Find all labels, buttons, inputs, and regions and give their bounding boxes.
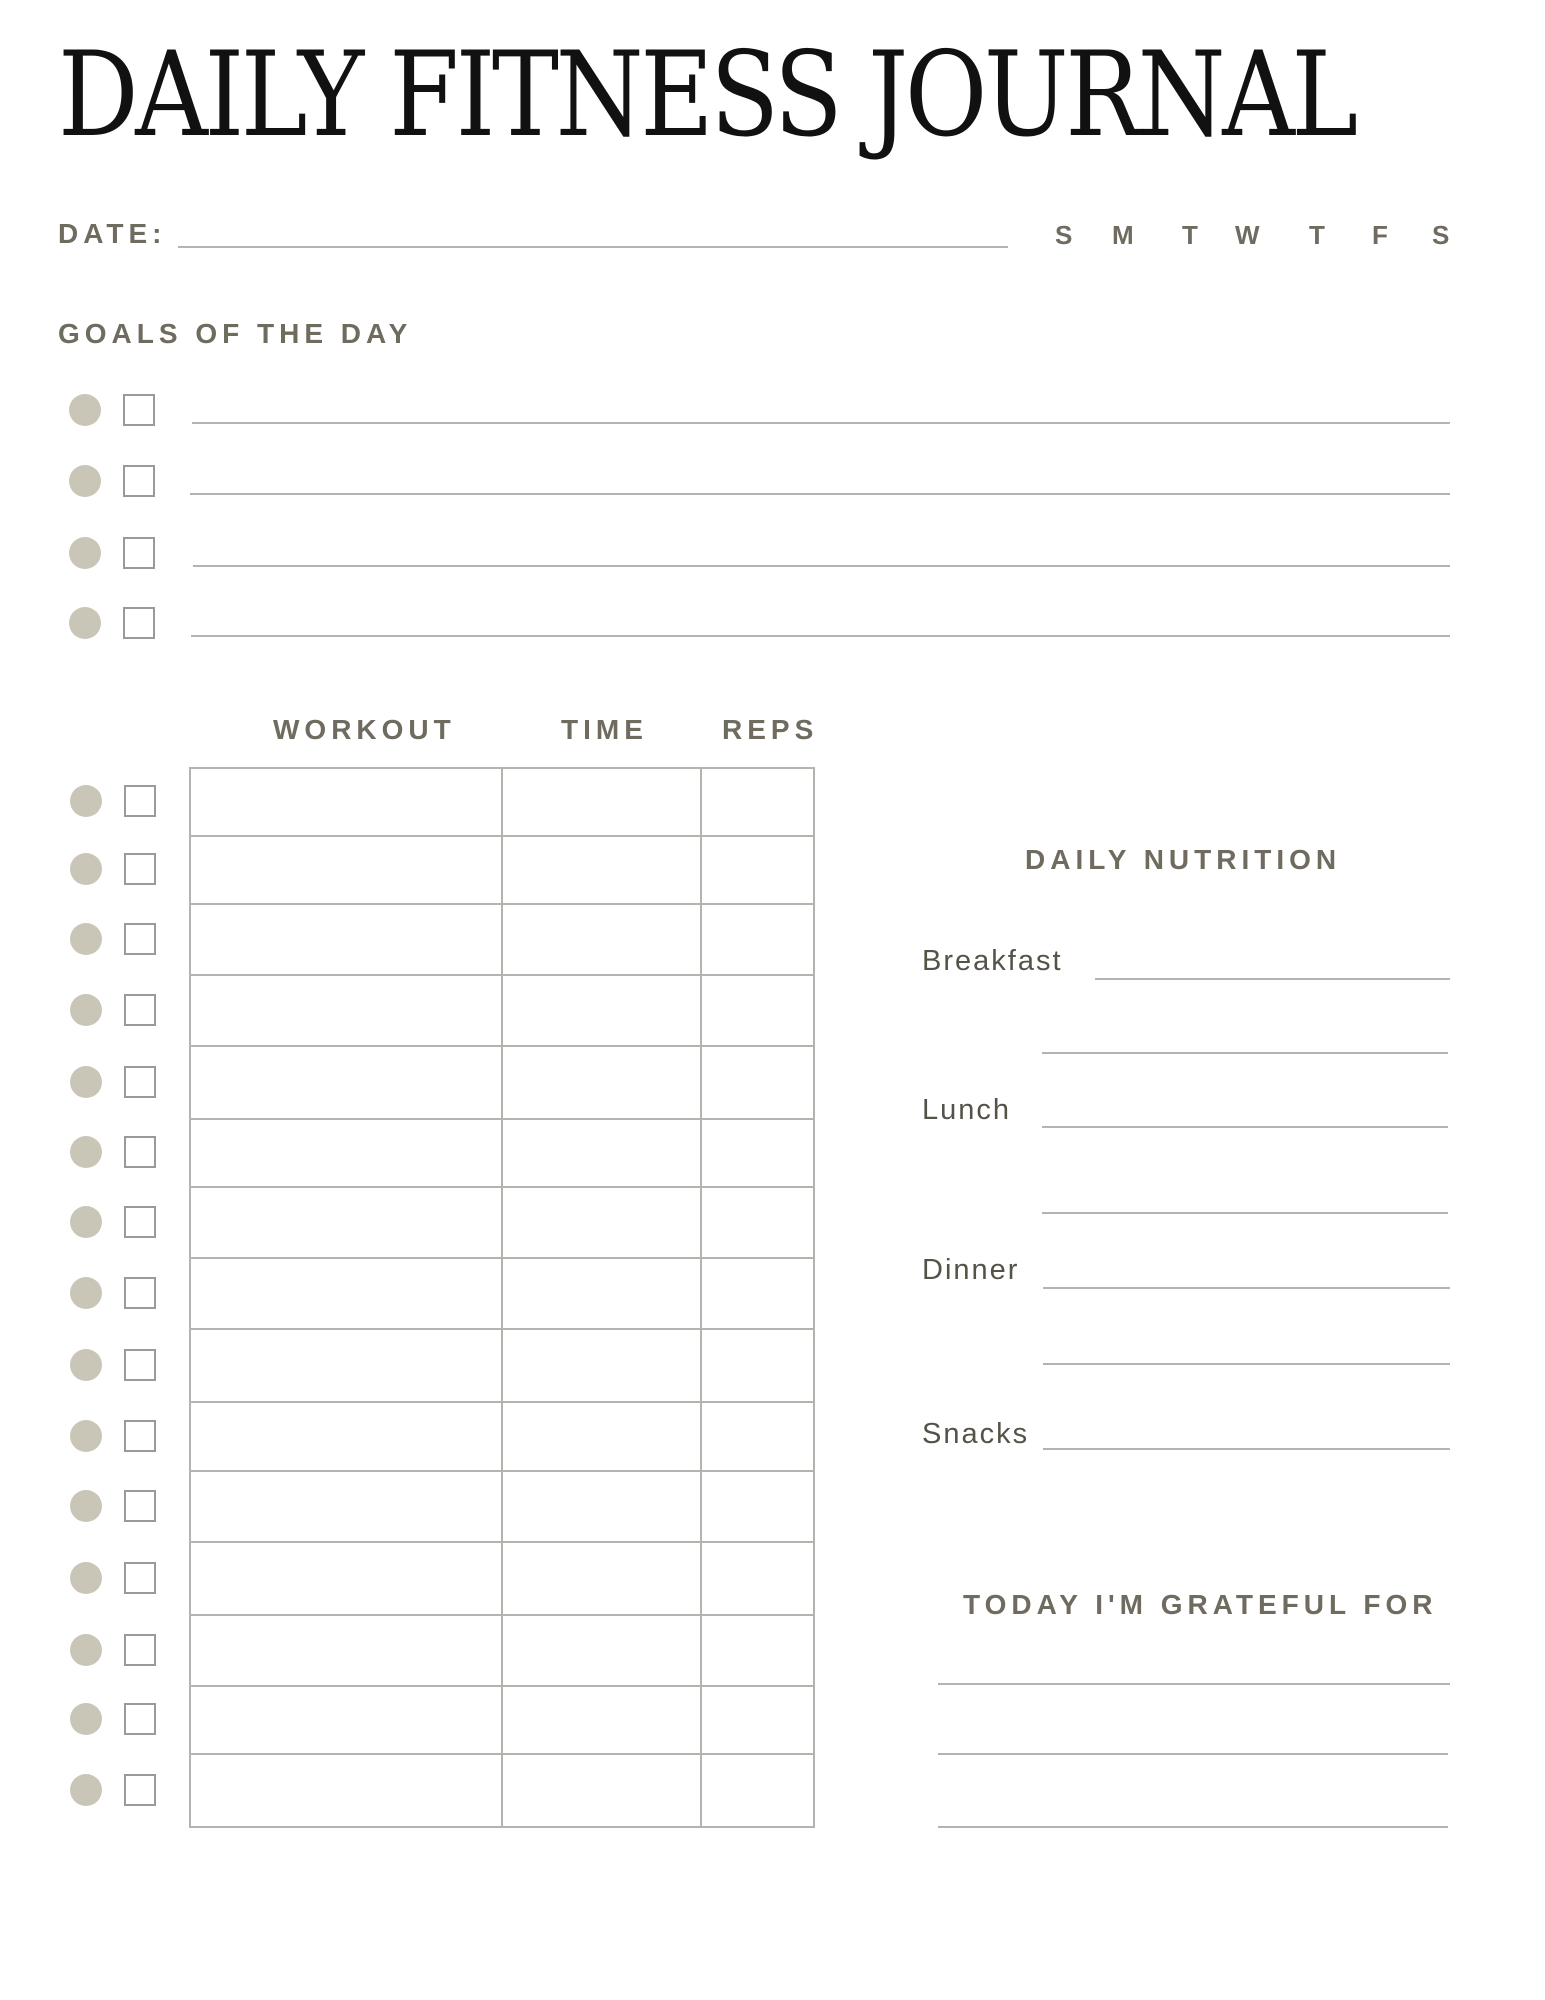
workout-cell[interactable] [190,975,502,1046]
workout-checkbox[interactable] [124,1562,156,1594]
time-cell[interactable] [502,836,701,904]
workout-cell[interactable] [190,1615,502,1686]
workout-bullet [70,923,102,955]
goal-line[interactable] [190,493,1450,495]
reps-cell[interactable] [701,1046,814,1119]
workout-cell[interactable] [190,768,502,836]
workout-checkbox[interactable] [124,994,156,1026]
nutrition-heading: DAILY NUTRITION [1025,844,1342,875]
workout-row [190,904,814,975]
time-cell[interactable] [502,1615,701,1686]
reps-cell[interactable] [701,1402,814,1471]
lunch-line-2[interactable] [1042,1212,1448,1214]
workout-cell[interactable] [190,1542,502,1615]
page-title: DAILY FITNESS JOURNAL [58,26,1355,163]
workout-cell[interactable] [190,1258,502,1329]
reps-cell[interactable] [701,1119,814,1187]
reps-cell[interactable] [701,1187,814,1258]
reps-header: REPS [722,714,819,745]
workout-cell[interactable] [190,1046,502,1119]
snacks-line[interactable] [1043,1448,1450,1450]
goal-bullet [69,465,101,497]
goal-line[interactable] [193,565,1450,567]
workout-bullet [70,1277,102,1309]
goal-bullet [69,607,101,639]
time-cell[interactable] [502,1119,701,1187]
workout-cell[interactable] [190,904,502,975]
time-cell[interactable] [502,1686,701,1754]
time-cell[interactable] [502,1402,701,1471]
reps-cell[interactable] [701,1615,814,1686]
reps-cell[interactable] [701,768,814,836]
workout-checkbox[interactable] [124,1490,156,1522]
time-cell[interactable] [502,1187,701,1258]
workout-bullet [70,994,102,1026]
workout-cell[interactable] [190,836,502,904]
workout-checkbox[interactable] [124,1774,156,1806]
weekday-monday[interactable]: M [1112,220,1134,250]
workout-bullet [70,1774,102,1806]
workout-bullet [70,1420,102,1452]
reps-cell[interactable] [701,1258,814,1329]
goal-checkbox[interactable] [123,394,155,426]
goal-line[interactable] [191,635,1450,637]
workout-row [190,1119,814,1187]
grateful-line-1[interactable] [938,1683,1450,1685]
workout-row [190,1686,814,1754]
meal-label-lunch: Lunch [922,1094,1012,1126]
workout-cell[interactable] [190,1119,502,1187]
time-cell[interactable] [502,904,701,975]
workout-row [190,1471,814,1542]
weekday-sunday[interactable]: S [1055,220,1073,250]
reps-cell[interactable] [701,1329,814,1402]
time-cell[interactable] [502,1542,701,1615]
workout-row [190,1754,814,1827]
goal-bullet [69,537,101,569]
time-cell[interactable] [502,1471,701,1542]
meal-label-snacks: Snacks [922,1418,1030,1450]
workout-checkbox[interactable] [124,1277,156,1309]
workout-bullet [70,785,102,817]
workout-checkbox[interactable] [124,1066,156,1098]
workout-row [190,1046,814,1119]
reps-cell[interactable] [701,904,814,975]
goal-checkbox[interactable] [123,537,155,569]
workout-row [190,1542,814,1615]
weekday-saturday[interactable]: S [1432,220,1450,250]
reps-cell[interactable] [701,1754,814,1827]
workout-row [190,975,814,1046]
lunch-line-1[interactable] [1042,1126,1448,1128]
date-input-line[interactable] [178,246,1008,248]
workout-checkbox[interactable] [124,923,156,955]
workout-checkbox[interactable] [124,1349,156,1381]
grateful-line-2[interactable] [938,1753,1448,1755]
workout-row [190,1329,814,1402]
workout-checkbox[interactable] [124,1703,156,1735]
workout-bullet [70,853,102,885]
meal-label-breakfast: Breakfast [922,945,1063,977]
grateful-line-3[interactable] [938,1826,1448,1828]
reps-cell[interactable] [701,1686,814,1754]
goal-line[interactable] [192,422,1450,424]
workout-table [189,767,815,1828]
workout-bullet [70,1136,102,1168]
workout-checkbox[interactable] [124,1136,156,1168]
workout-cell[interactable] [190,1471,502,1542]
time-cell[interactable] [502,768,701,836]
goal-checkbox[interactable] [123,607,155,639]
reps-cell[interactable] [701,975,814,1046]
time-header: TIME [561,714,648,745]
grateful-heading: TODAY I'M GRATEFUL FOR [963,1589,1438,1620]
workout-row [190,1615,814,1686]
time-cell[interactable] [502,1754,701,1827]
meal-label-dinner: Dinner [922,1254,1020,1286]
workout-checkbox[interactable] [124,853,156,885]
date-label: DATE: [58,218,167,249]
breakfast-line-2[interactable] [1042,1052,1448,1054]
reps-cell[interactable] [701,836,814,904]
weekday-wednesday[interactable]: W [1235,220,1260,250]
goal-bullet [69,394,101,426]
workout-row [190,1258,814,1329]
breakfast-line-1[interactable] [1095,978,1450,980]
workout-row [190,1402,814,1471]
workout-bullet [70,1634,102,1666]
workout-cell[interactable] [190,1187,502,1258]
workout-checkbox[interactable] [124,1206,156,1238]
workout-bullet [70,1066,102,1098]
workout-bullet [70,1562,102,1594]
workout-cell[interactable] [190,1329,502,1402]
workout-cell[interactable] [190,1686,502,1754]
reps-cell[interactable] [701,1542,814,1615]
workout-checkbox[interactable] [124,1420,156,1452]
weekday-thursday[interactable]: T [1309,220,1325,250]
dinner-line-1[interactable] [1043,1287,1450,1289]
workout-bullet [70,1490,102,1522]
workout-row [190,768,814,836]
workout-checkbox[interactable] [124,1634,156,1666]
workout-bullet [70,1349,102,1381]
dinner-line-2[interactable] [1043,1363,1450,1365]
workout-bullet [70,1703,102,1735]
workout-cell[interactable] [190,1754,502,1827]
time-cell[interactable] [502,1046,701,1119]
workout-header: WORKOUT [273,714,456,745]
time-cell[interactable] [502,975,701,1046]
workout-checkbox[interactable] [124,785,156,817]
workout-cell[interactable] [190,1402,502,1471]
time-cell[interactable] [502,1329,701,1402]
goals-heading: GOALS OF THE DAY [58,318,413,349]
workout-row [190,836,814,904]
workout-bullet [70,1206,102,1238]
time-cell[interactable] [502,1258,701,1329]
reps-cell[interactable] [701,1471,814,1542]
goal-checkbox[interactable] [123,465,155,497]
weekday-tuesday[interactable]: T [1182,220,1198,250]
weekday-friday[interactable]: F [1372,220,1388,250]
workout-row [190,1187,814,1258]
